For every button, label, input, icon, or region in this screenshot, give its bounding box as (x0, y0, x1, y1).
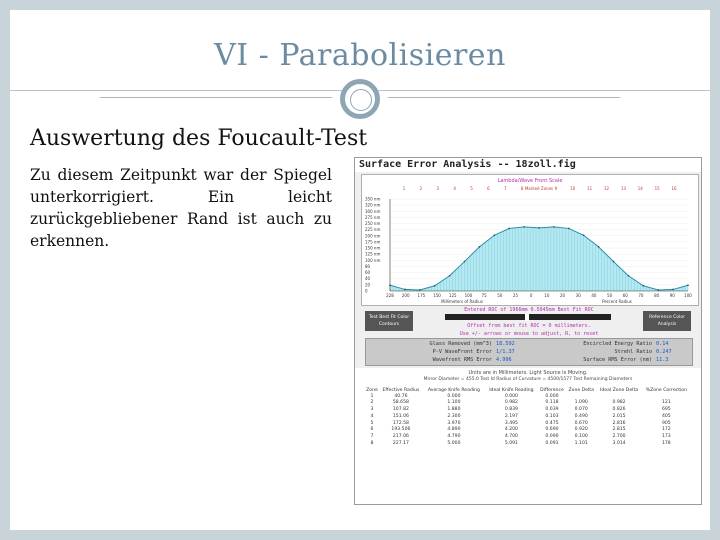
table-cell: 40.76 (394, 393, 408, 399)
y-tick-label: 300 nm (365, 208, 381, 214)
slider-thumb[interactable] (525, 313, 529, 321)
table-cell: 0.475 (545, 420, 559, 426)
table-cell: 121 (661, 400, 671, 406)
info-line-2: Offset from best fit ROC = 0 millimeters. (467, 323, 591, 329)
table-cell: 193.506 (391, 427, 411, 433)
info-line-1: Entered ROC of 1966mm 0.5045mm Best Fit ROC (464, 307, 594, 313)
rms-error-label: Wavefront RMS Error (432, 357, 492, 363)
table-cell: 1.101 (574, 441, 588, 447)
table-cell: 0.982 (612, 400, 626, 406)
table-cell: 0.090 (545, 434, 559, 440)
table-header-cell: Effective Radius (382, 388, 420, 393)
strehl-ratio-label: Strehl Ratio (614, 349, 652, 355)
x-tick-label: 50 (607, 293, 613, 298)
zone-top-label: 11 (587, 186, 593, 191)
body-line-1: Zu diesem Zeitpunkt war der Spiegel (30, 166, 332, 184)
zone-top-label: Marked Zones (524, 186, 554, 191)
data-point (672, 289, 674, 291)
data-point (434, 285, 436, 287)
table-header-cell: Zone (366, 388, 378, 393)
data-point (643, 285, 645, 287)
table-cell: 4.700 (504, 434, 518, 440)
x-tick-label: 50 (497, 293, 503, 298)
chart-legend: Lambda/Wave Front Scale (497, 178, 563, 184)
surface-rms-label: Surface RMS Error (nm) (583, 357, 652, 363)
table-row (365, 421, 691, 428)
y-tick-label: 200 nm (365, 233, 381, 239)
table-cell: 0.118 (545, 400, 559, 406)
zone-top-label: 6 (487, 186, 490, 191)
x-tick-label: 60 (622, 293, 628, 298)
x-tick-label: 228 (386, 293, 394, 298)
table-header-cell: %Zone Correction (645, 388, 687, 393)
data-point (657, 289, 659, 291)
y-tick-label: 320 nm (365, 202, 381, 208)
table-cell: 405 (661, 413, 671, 419)
y-tick-label: 275 nm (365, 214, 381, 220)
zone-top-label: 1 (402, 186, 406, 191)
zone-top-label: 5 (470, 186, 473, 191)
strehl-ratio-value: 0.247 (656, 349, 672, 355)
data-point (494, 234, 496, 236)
table-cell: 3 (370, 407, 374, 413)
table-cell: 2.700 (612, 434, 626, 440)
zone-top-label: 3 (436, 186, 440, 191)
zone-top-label: 10 (570, 186, 576, 191)
x-tick-label: 10 (544, 293, 550, 298)
analysis-screenshot (354, 157, 702, 505)
zone-top-label: 12 (603, 186, 610, 191)
rms-error-value: 4.996 (496, 357, 512, 363)
x-tick-label: 0 (529, 293, 533, 298)
x-tick-label: 30 (575, 293, 581, 298)
table-cell: 2.815 (612, 427, 626, 433)
y-tick-label: 350 nm (365, 196, 381, 202)
table-cell: 4.200 (504, 427, 518, 433)
table-cell: 178 (661, 441, 671, 447)
y-tick-label: 175 nm (365, 239, 381, 245)
data-point (464, 261, 466, 263)
table-caption: Units are in Millimeters. Light Source Is Moving. (468, 370, 588, 376)
x-tick-label: 100 (464, 293, 473, 298)
table-header-cell: Difference (540, 388, 564, 393)
window-title: Surface Error Analysis -- 18zoll.fig (355, 158, 701, 172)
table-cell: 0.670 (574, 420, 588, 426)
body-line-3: zurückgebliebener Rand ist auch zu (30, 210, 332, 228)
zone-table-panel (355, 368, 701, 504)
table-cell: 172.58 (392, 420, 409, 426)
data-point (419, 289, 421, 291)
data-point (523, 226, 525, 228)
table-cell: 227.17 (392, 441, 409, 447)
energy-ratio-value: 0.14 (656, 341, 669, 347)
body-line-4: erkennen. (30, 232, 110, 250)
table-cell: 2.015 (612, 413, 626, 419)
data-point (553, 226, 555, 228)
zone-top-label: 14 (637, 186, 643, 191)
table-cell: 3.014 (612, 441, 626, 447)
data-point (583, 234, 585, 236)
table-cell: 8 (370, 441, 374, 447)
data-point (508, 228, 510, 230)
table-row (365, 400, 691, 407)
table-cell: 905 (661, 420, 671, 426)
table-cell: 0.000 (447, 393, 461, 399)
table-row (365, 414, 691, 421)
table-cell: 2.197 (504, 413, 518, 419)
roc-slider[interactable] (445, 314, 611, 320)
table-row (365, 427, 691, 434)
y-tick-label: 60 (365, 270, 371, 276)
y-tick-label: 40 (365, 276, 371, 282)
table-cell: 0.070 (574, 407, 588, 413)
x-tick-label: 75 (481, 293, 487, 298)
table-cell: 1.090 (574, 400, 588, 406)
x-tick-label: 40 (591, 293, 597, 298)
table-row (365, 441, 691, 448)
table-cell: 0.039 (545, 407, 559, 413)
x-tick-label: 100 (684, 293, 692, 298)
table-cell: 0.490 (574, 413, 588, 419)
energy-ratio-label: Encircled Energy Ratio (583, 341, 652, 347)
slide-subtitle: Auswertung des Foucault-Test (30, 126, 368, 151)
body-text (30, 164, 332, 252)
table-cell: 1.880 (447, 407, 461, 413)
table-row (365, 394, 691, 401)
zone-top-label: 13 (620, 186, 626, 191)
divider-left (100, 97, 332, 98)
data-point (598, 246, 600, 248)
x-tick-label: 80 (654, 293, 660, 298)
table-cell: 172 (661, 427, 671, 433)
table-cell: 1.100 (447, 400, 461, 406)
table-cell: 0.100 (574, 434, 588, 440)
table-cell: 0.690 (545, 427, 559, 433)
table-cell: 58.658 (392, 400, 409, 406)
info-panel-lower (429, 322, 629, 338)
table-header-cell: Ideal Knife Reading (489, 388, 534, 393)
table-cell: 6 (370, 427, 374, 433)
table-cell: 0.103 (545, 413, 559, 419)
table-header-cell: Zone Delta (568, 388, 594, 393)
table-cell: 151.06 (392, 413, 409, 419)
test-best-fit-button[interactable]: Test Best Fit Color Contours (365, 311, 413, 331)
table-cell: 217.06 (392, 434, 409, 440)
table-header-cell: Average Knife Reading (427, 388, 480, 393)
data-point (404, 289, 406, 291)
table-cell: 7 (370, 434, 374, 440)
table-cell: 5 (370, 420, 374, 426)
table-header-cell: Ideal Zone Delta (600, 388, 639, 393)
table-row (365, 407, 691, 414)
x-tick-label: 70 (638, 293, 644, 298)
data-point (687, 284, 689, 286)
table-cell: 5.091 (504, 441, 518, 447)
x-tick-label: 150 (433, 293, 441, 298)
zone-top-label: 8 (520, 186, 524, 191)
table-cell: 2 (370, 400, 374, 406)
data-point (568, 228, 570, 230)
x-tick-label: 20 (559, 293, 566, 298)
table-cell: 0.000 (545, 393, 559, 399)
glass-removed-value: 18.592 (496, 341, 515, 347)
surface-error-chart (361, 174, 699, 306)
zone-table (365, 388, 691, 448)
table-cell: 0.000 (504, 393, 518, 399)
x-tick-label: 90 (669, 293, 675, 298)
x-tick-label: 25 (512, 293, 519, 298)
y-tick-label: 80 (365, 263, 371, 269)
table-cell: 107.82 (392, 407, 409, 413)
table-cell: 0.839 (504, 407, 518, 413)
y-tick-label: 150 nm (365, 245, 381, 251)
ring-ornament-icon (340, 79, 380, 119)
table-cell: 2.300 (447, 413, 461, 419)
y-tick-label: 20 (365, 282, 371, 288)
pv-error-value: 1/1.37 (496, 349, 515, 355)
zone-top-label: 16 (671, 186, 677, 191)
zone-top-label: 2 (419, 186, 423, 191)
x-axis-label-right: Percent Radius (602, 299, 632, 304)
table-cell: 3.495 (504, 420, 518, 426)
table-cell: 695 (661, 407, 671, 413)
table-cell: 0.091 (545, 441, 559, 447)
table-row (365, 434, 691, 441)
pv-error-label: P-V WaveFront Error (432, 349, 492, 355)
surface-rms-value: 11.3 (656, 357, 669, 363)
x-tick-label: 125 (448, 293, 457, 298)
table-cell: 3.970 (447, 420, 461, 426)
x-axis-label: Millimeters of Radius (441, 299, 483, 304)
table-cell: 4.790 (447, 434, 461, 440)
table-cell: 2.816 (612, 420, 626, 426)
data-point (628, 275, 630, 277)
table-cell: 1 (370, 393, 374, 399)
chart-svg (362, 175, 698, 305)
y-tick-label: 125 nm (365, 251, 381, 257)
zone-top-label: 4 (453, 186, 456, 191)
table-cell: 4.890 (447, 427, 461, 433)
x-tick-label: 175 (417, 293, 426, 298)
zone-top-label: 15 (654, 186, 660, 191)
table-cell: 0.982 (504, 400, 518, 406)
info-line-3: Use +/- arrows or mouse to adjust, R, to reset (459, 331, 599, 337)
glass-removed-label: Glass Removed (mm^3) (429, 341, 492, 347)
zone-top-label: 7 (503, 186, 507, 191)
table-subcaption: Mirror Diameter = 455.0 Test Id Radius of Curvature = 4500/1577 Test Remaining Diameters (423, 377, 633, 382)
slide-title: VI - Parabolisieren (214, 38, 506, 73)
stats-panel (365, 338, 693, 366)
data-point (613, 261, 615, 263)
table-cell: 0.826 (612, 407, 626, 413)
table-cell: 4 (370, 413, 374, 419)
data-point (479, 246, 481, 248)
reference-analysis-button[interactable]: Reference Color Analysis (643, 311, 691, 331)
body-line-2: unterkorrigiert. Ein leicht (30, 188, 332, 206)
data-point (449, 275, 451, 277)
y-tick-label: 0 (365, 288, 368, 294)
divider-right (388, 97, 620, 98)
y-tick-label: 100 nm (365, 257, 381, 263)
y-tick-label: 225 nm (365, 227, 381, 233)
table-cell: 0.920 (574, 427, 588, 433)
data-point (538, 227, 540, 229)
info-panel (429, 306, 629, 314)
table-cell: 173 (661, 434, 671, 440)
zone-top-label: 9 (554, 186, 558, 191)
table-cell: 5.000 (447, 441, 461, 447)
x-tick-label: 200 (401, 293, 410, 298)
y-tick-label: 250 nm (365, 221, 381, 227)
